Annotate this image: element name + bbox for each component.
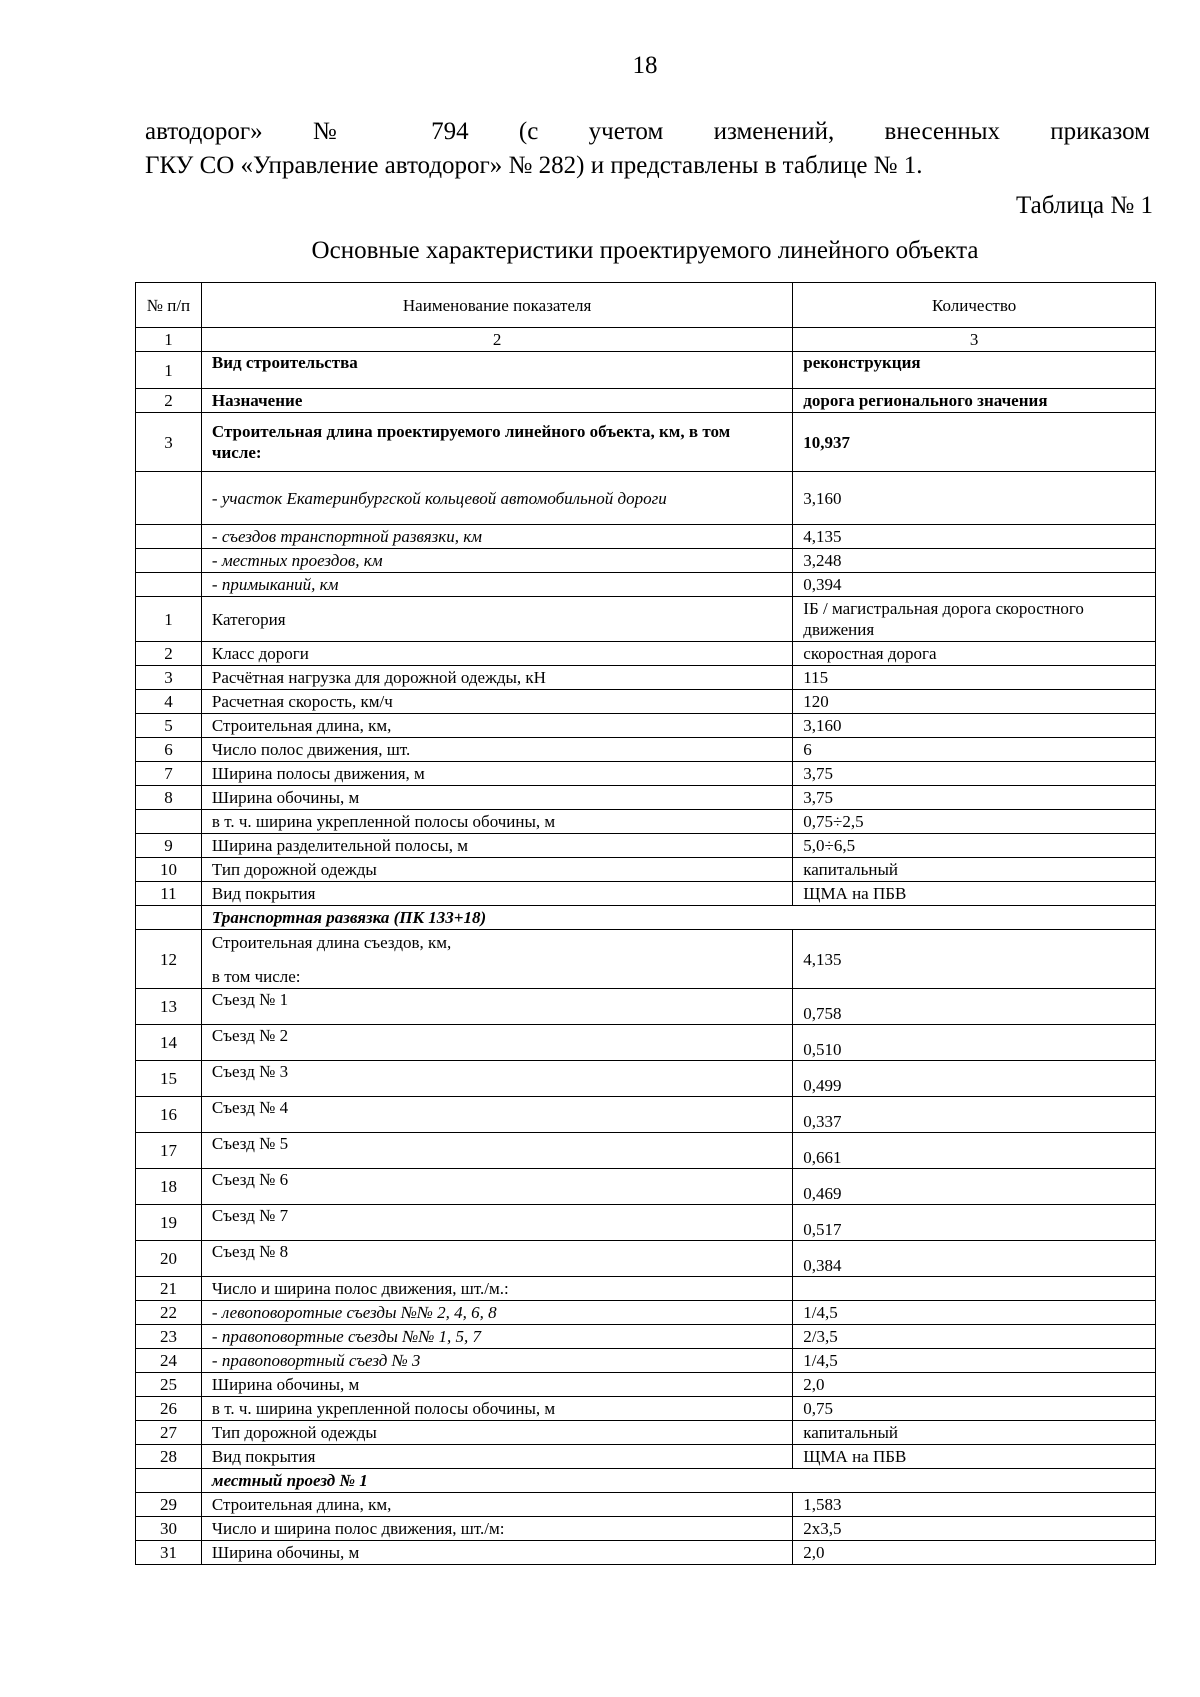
header-cell: Наименование показателя — [201, 283, 792, 328]
table-header-numbers-row — [136, 328, 1156, 352]
row-name: - участок Екатеринбургской кольцевой автомобильной дороги — [201, 472, 792, 525]
intro-paragraph — [145, 115, 1150, 183]
row-name: в т. ч. ширина укрепленной полосы обочины, м — [201, 1397, 792, 1421]
table-row — [136, 642, 1156, 666]
table-row — [136, 1097, 1156, 1133]
row-value: 1/4,5 — [793, 1301, 1156, 1325]
row-number: 26 — [136, 1397, 202, 1421]
row-name: Съезд № 5 — [201, 1133, 792, 1169]
row-value: 2,0 — [793, 1373, 1156, 1397]
row-name: Ширина полосы движения, м — [201, 762, 792, 786]
row-number: 15 — [136, 1061, 202, 1097]
row-name: Ширина обочины, м — [201, 1541, 792, 1565]
table-row — [136, 690, 1156, 714]
table-row — [136, 1373, 1156, 1397]
intro-line-1: автодорог» № 794 (с учетом изменений, внесенных приказом — [145, 118, 1150, 145]
table-row — [136, 738, 1156, 762]
row-name: Съезд № 3 — [201, 1061, 792, 1097]
row-value: 0,661 — [793, 1133, 1156, 1169]
row-name: Вид покрытия — [201, 1445, 792, 1469]
page-number: 18 — [632, 52, 658, 79]
section-row — [136, 906, 1156, 930]
row-name: - местных проездов, км — [201, 549, 792, 573]
row-name-line-1: Строительная длина съездов, км, — [211, 932, 452, 952]
row-name: Съезд № 4 — [201, 1097, 792, 1133]
row-number: 12 — [136, 930, 202, 989]
row-name: - съездов транспортной развязки, км — [201, 525, 792, 549]
section-title: Транспортная развязка (ПК 133+18) — [201, 906, 1155, 930]
table-row — [136, 1025, 1156, 1061]
row-number: 18 — [136, 1169, 202, 1205]
section-row — [136, 1469, 1156, 1493]
row-name: Число полос движения, шт. — [201, 738, 792, 762]
row-value: скоростная дорога — [793, 642, 1156, 666]
row-number: 3 — [136, 413, 202, 472]
header-cell: Количество — [793, 283, 1156, 328]
table-row — [136, 389, 1156, 413]
row-value: 1,583 — [793, 1493, 1156, 1517]
table-row — [136, 834, 1156, 858]
row-name: Расчетная скорость, км/ч — [201, 690, 792, 714]
row-value: 0,75 — [793, 1397, 1156, 1421]
row-value: 4,135 — [793, 525, 1156, 549]
table-label: Таблица № 1 — [1015, 192, 1153, 219]
row-name: Класс дороги — [201, 642, 792, 666]
row-name-line-2: в том числе: — [211, 966, 301, 986]
table-row — [136, 549, 1156, 573]
row-value: 0,517 — [793, 1205, 1156, 1241]
row-value: 3,75 — [793, 762, 1156, 786]
row-value: 2х3,5 — [793, 1517, 1156, 1541]
row-value: ЩМА на ПБВ — [793, 1445, 1156, 1469]
row-value: 3,75 — [793, 786, 1156, 810]
row-value: 5,0÷6,5 — [793, 834, 1156, 858]
row-number: 27 — [136, 1421, 202, 1445]
row-value: 0,469 — [793, 1169, 1156, 1205]
row-value: 3,160 — [793, 472, 1156, 525]
table-row — [136, 1277, 1156, 1301]
table-row — [136, 666, 1156, 690]
row-name: - примыканий, км — [201, 573, 792, 597]
row-name: Съезд № 7 — [201, 1205, 792, 1241]
row-number: 2 — [136, 642, 202, 666]
table-row — [136, 930, 1156, 989]
characteristics-table — [135, 282, 1156, 1565]
row-number: 22 — [136, 1301, 202, 1325]
row-number — [136, 549, 202, 573]
table-row — [136, 1349, 1156, 1373]
row-number — [136, 906, 202, 930]
row-number: 8 — [136, 786, 202, 810]
row-value: 1/4,5 — [793, 1349, 1156, 1373]
row-number: 13 — [136, 989, 202, 1025]
row-number: 20 — [136, 1241, 202, 1277]
row-number: 6 — [136, 738, 202, 762]
row-name: Съезд № 8 — [201, 1241, 792, 1277]
row-number — [136, 472, 202, 525]
row-name: Строительная длина проектируемого линейного объекта, км, в том числе: — [201, 413, 792, 472]
table-header-row — [136, 283, 1156, 328]
row-number: 7 — [136, 762, 202, 786]
row-number: 14 — [136, 1025, 202, 1061]
row-number: 24 — [136, 1349, 202, 1373]
row-name: Съезд № 2 — [201, 1025, 792, 1061]
header-cell: № п/п — [136, 283, 202, 328]
row-name: в т. ч. ширина укрепленной полосы обочины, м — [201, 810, 792, 834]
table-row — [136, 1397, 1156, 1421]
row-number: 3 — [136, 666, 202, 690]
row-name: Вид покрытия — [201, 882, 792, 906]
table-row — [136, 714, 1156, 738]
section-title: местный проезд № 1 — [201, 1469, 1155, 1493]
row-number: 29 — [136, 1493, 202, 1517]
header-number-cell: 2 — [201, 328, 792, 352]
table-row — [136, 1541, 1156, 1565]
row-value: 0,499 — [793, 1061, 1156, 1097]
row-value: IБ / магистральная дорога скоростного движения — [793, 597, 1156, 642]
row-value: 115 — [793, 666, 1156, 690]
row-name: - правоповортные съезды №№ 1, 5, 7 — [201, 1325, 792, 1349]
header-number-cell: 3 — [793, 328, 1156, 352]
row-value: 0,337 — [793, 1097, 1156, 1133]
intro-line-2: ГКУ СО «Управление автодорог» № 282) и представлены в таблице № 1. — [145, 152, 923, 179]
row-number — [136, 573, 202, 597]
table-row — [136, 1421, 1156, 1445]
row-name: Ширина обочины, м — [201, 786, 792, 810]
row-value: 0,758 — [793, 989, 1156, 1025]
table-row — [136, 573, 1156, 597]
table-row — [136, 1301, 1156, 1325]
row-name: - правоповортный съезд № 3 — [201, 1349, 792, 1373]
table-row — [136, 1493, 1156, 1517]
row-name: Строительная длина, км, — [201, 714, 792, 738]
row-number: 1 — [136, 597, 202, 642]
row-number: 23 — [136, 1325, 202, 1349]
row-number: 16 — [136, 1097, 202, 1133]
row-name: Ширина обочины, м — [201, 1373, 792, 1397]
row-value: 0,384 — [793, 1241, 1156, 1277]
row-number: 21 — [136, 1277, 202, 1301]
row-value: 4,135 — [793, 930, 1156, 989]
table-row — [136, 525, 1156, 549]
row-value: ЩМА на ПБВ — [793, 882, 1156, 906]
row-value: 6 — [793, 738, 1156, 762]
row-number: 2 — [136, 389, 202, 413]
row-number: 5 — [136, 714, 202, 738]
row-number — [136, 525, 202, 549]
row-name: Назначение — [201, 389, 792, 413]
row-value: 0,510 — [793, 1025, 1156, 1061]
table-row — [136, 1445, 1156, 1469]
table-row — [136, 1061, 1156, 1097]
row-name: Число и ширина полос движения, шт./м: — [201, 1517, 792, 1541]
table-row — [136, 1517, 1156, 1541]
table-row — [136, 1205, 1156, 1241]
table-row — [136, 1325, 1156, 1349]
table-row — [136, 858, 1156, 882]
table-row — [136, 989, 1156, 1025]
table-row — [136, 413, 1156, 472]
row-number — [136, 810, 202, 834]
row-name: Число и ширина полос движения, шт./м.: — [201, 1277, 792, 1301]
row-value: 2,0 — [793, 1541, 1156, 1565]
table-row — [136, 1169, 1156, 1205]
row-name — [201, 930, 792, 989]
row-value: 0,394 — [793, 573, 1156, 597]
table-row — [136, 1133, 1156, 1169]
table-row — [136, 352, 1156, 389]
table-row — [136, 1241, 1156, 1277]
row-value: реконструкция — [793, 352, 1156, 389]
row-number: 30 — [136, 1517, 202, 1541]
row-value: 0,75÷2,5 — [793, 810, 1156, 834]
row-value: капитальный — [793, 858, 1156, 882]
row-name: Тип дорожной одежды — [201, 1421, 792, 1445]
row-number: 28 — [136, 1445, 202, 1469]
row-name: Строительная длина, км, — [201, 1493, 792, 1517]
row-value: 2/3,5 — [793, 1325, 1156, 1349]
row-value: 10,937 — [793, 413, 1156, 472]
row-value: 3,160 — [793, 714, 1156, 738]
row-number: 25 — [136, 1373, 202, 1397]
row-name: Категория — [201, 597, 792, 642]
row-name: Тип дорожной одежды — [201, 858, 792, 882]
header-number-cell: 1 — [136, 328, 202, 352]
table-row — [136, 786, 1156, 810]
row-number: 19 — [136, 1205, 202, 1241]
row-value: 3,248 — [793, 549, 1156, 573]
table-title: Основные характеристики проектируемого линейного объекта — [311, 237, 979, 264]
row-number: 17 — [136, 1133, 202, 1169]
row-number: 11 — [136, 882, 202, 906]
row-name: Ширина разделительной полосы, м — [201, 834, 792, 858]
table-row — [136, 810, 1156, 834]
row-value: капитальный — [793, 1421, 1156, 1445]
row-number: 9 — [136, 834, 202, 858]
row-value — [793, 1277, 1156, 1301]
table-row — [136, 597, 1156, 642]
row-name: Расчётная нагрузка для дорожной одежды, кН — [201, 666, 792, 690]
row-number: 10 — [136, 858, 202, 882]
row-value: 120 — [793, 690, 1156, 714]
row-name: Съезд № 1 — [201, 989, 792, 1025]
table-row — [136, 762, 1156, 786]
row-name: Съезд № 6 — [201, 1169, 792, 1205]
row-number: 4 — [136, 690, 202, 714]
row-value: дорога регионального значения — [793, 389, 1156, 413]
row-name: - левоповоротные съезды №№ 2, 4, 6, 8 — [201, 1301, 792, 1325]
row-number: 31 — [136, 1541, 202, 1565]
row-number: 1 — [136, 352, 202, 389]
row-name: Вид строительства — [201, 352, 792, 389]
table-row — [136, 472, 1156, 525]
table-row — [136, 882, 1156, 906]
row-number — [136, 1469, 202, 1493]
